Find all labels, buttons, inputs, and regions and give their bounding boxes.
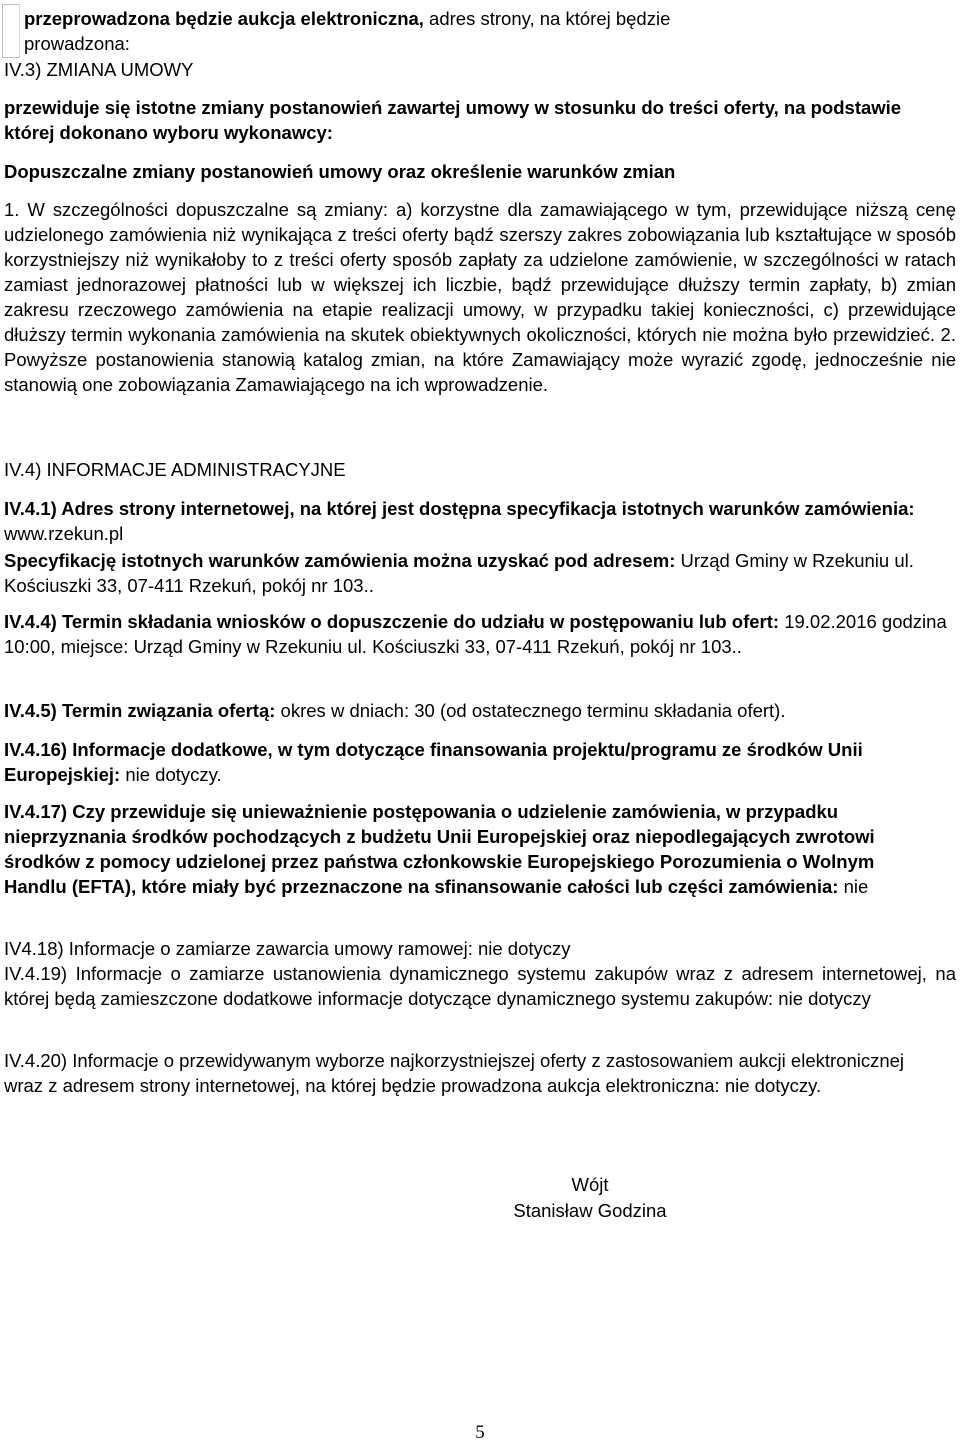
iv44-label: IV.4.4) Termin składania wniosków o dopuszczenie do udziału w postępowaniu lub ofert: [4, 611, 780, 632]
auction-line-2: prowadzona: [24, 33, 130, 54]
iv41-value: www.rzekun.pl [4, 523, 124, 544]
iv417-label: IV.4.17) Czy przewiduje się unieważnienie postępowania o udzielenie zamówienia, w przypadku nieprzyznania środków pochodzących z budżetu Unii Europejskiej oraz niepodlegających zwrotowi środków z pomocy udzielonej przez państwa członkowskie Europejskiego Porozumienia o Wolnym Handlu (EFTA), które miały być przeznaczone na sfinansowanie całości lub części zamówienia: [4, 801, 875, 897]
page-number: 5 [475, 1422, 485, 1443]
iv41-label: IV.4.1) Adres strony internetowej, na której jest dostępna specyfikacja istotnych warunków zamówienia: [4, 498, 915, 519]
section-iv3-heading: IV.3) ZMIANA UMOWY [4, 59, 194, 80]
iv417-value: nie [838, 876, 869, 897]
iv45-value: okres w dniach: 30 (od ostatecznego terminu składania ofert). [275, 700, 786, 721]
signature-name: Stanisław Godzina [513, 1200, 667, 1221]
section-iv3-body: 1. W szczególności dopuszczalne są zmiany: a) korzystne dla zamawiającego w tym, przewidujące niższą cenę udzielonego zamówienia niż wynikająca z treści oferty bądź szerszy zakres zobowiązania lub kształtujące w sposób korzystniejszy niż wynikałoby to z treści oferty sposób zapłaty za udzielone zamówienie, w szczególności w ratach zamiast jednorazowej płatności lub w większej ich liczbie, bądź przewidujące dłuższy termin zapłaty, b) zmian zakresu rzeczowego zamówienia na etapie realizacji umowy, w przypadku takiej konieczności, c) przewidujące dłuższy termin wykonania zamówienia na skutek obiektywnych okoliczności, których nie można było przewidzieć. 2. Powyższe postanowienia stanowią katalog zmian, na które Zamawiający może wyrazić zgodę, jednocześnie nie stanowią one zobowiązania Zamawiającego na ich wprowadzenie. [4, 199, 956, 395]
auction-bold: przeprowadzona będzie aukcja elektroniczna, [24, 8, 424, 29]
auction-line [24, 6, 670, 31]
page-edge-tab [2, 4, 20, 58]
iv45-paragraph [4, 698, 956, 723]
iv416-paragraph [4, 737, 904, 787]
spec-label: Specyfikację istotnych warunków zamówienia można uzyskać pod adresem: [4, 550, 676, 571]
signature-title: Wójt [571, 1174, 609, 1195]
auction-normal: adres strony, na której będzie [423, 8, 671, 29]
iv418-paragraph: IV4.18) Informacje o zamiarze zawarcia umowy ramowej: nie dotyczy [4, 938, 571, 959]
spec-paragraph [4, 548, 956, 598]
iv44-paragraph [4, 609, 956, 659]
section-iv3-subheading: Dopuszczalne zmiany postanowień umowy oraz określenie warunków zmian [4, 161, 676, 182]
spec-value: Urząd Gminy w Rzekuniu ul. Kościuszki 33, 07-411 Rzekuń, pokój nr 103.. [4, 550, 914, 596]
iv45-label: IV.4.5) Termin związania ofertą: [4, 700, 276, 721]
iv419-paragraph: IV.4.19) Informacje o zamiarze ustanowienia dynamicznego systemu zakupów wraz z adresem internetowej, na której będą zamieszczone dodatkowe informacje dotyczące dynamicznego systemu zakupów: nie dotyczy [4, 963, 956, 1009]
iv416-label: IV.4.16) Informacje dodatkowe, w tym dotyczące finansowania projektu/programu ze środków Unii Europejskiej: [4, 739, 863, 785]
iv420-paragraph: IV.4.20) Informacje o przewidywanym wyborze najkorzystniejszej oferty z zastosowaniem aukcji elektronicznej wraz z adresem strony internetowej, na której będzie prowadzona aukcja elektroniczna: nie dotyczy. [4, 1050, 905, 1096]
iv416-value: nie dotyczy. [120, 764, 222, 785]
iv44-value: 19.02.2016 godzina 10:00, miejsce: Urząd Gminy w Rzekuniu ul. Kościuszki 33, 07-411 Rzekuń, pokój nr 103.. [4, 611, 947, 657]
iv41-paragraph [4, 496, 956, 546]
section-iv3-question: przewiduje się istotne zmiany postanowień zawartej umowy w stosunku do treści oferty, na podstawie której dokonano wyboru wykonawcy: [4, 97, 902, 143]
iv417-paragraph [4, 799, 929, 899]
section-iv4-heading: IV.4) INFORMACJE ADMINISTRACYJNE [4, 459, 346, 480]
